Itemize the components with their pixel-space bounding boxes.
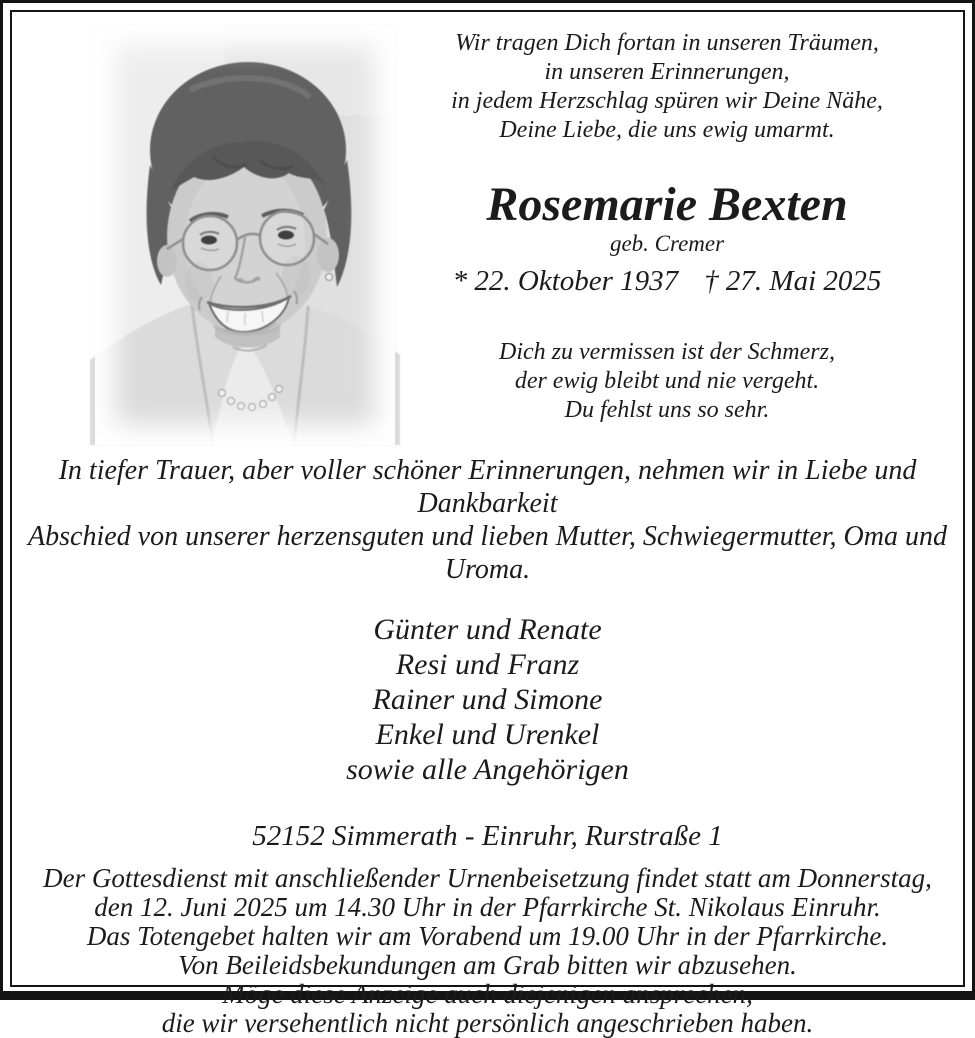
top-section bbox=[24, 12, 951, 445]
death-date: † 27. Mai 2025 bbox=[704, 265, 882, 297]
portrait-photo bbox=[95, 25, 395, 445]
epigraph-line: Wir tragen Dich fortan in unseren Träumen, bbox=[455, 30, 879, 56]
epigraph-poem bbox=[409, 29, 925, 145]
epigraph-line: Deine Liebe, die uns ewig umarmt. bbox=[499, 117, 835, 143]
service-line: Das Totengebet halten wir am Vorabend um 19.00 Uhr in der Pfarrkirche. bbox=[86, 921, 889, 951]
address-line: 52152 Simmerath - Einruhr, Rurstraße 1 bbox=[252, 820, 723, 852]
birth-name: geb. Cremer bbox=[609, 231, 725, 256]
service-line: Möge diese Anzeige auch diejenigen ansprechen, bbox=[222, 979, 753, 1009]
service-line: den 12. Juni 2025 um 14.30 Uhr in der Pfarrkirche St. Nikolaus Einruhr. bbox=[94, 892, 881, 922]
mourner-line: Resi und Franz bbox=[395, 648, 580, 681]
verse-line: der ewig bleibt und nie vergeht. bbox=[514, 368, 820, 394]
service-line: Der Gottesdienst mit anschließender Urnenbeisetzung findet statt am Donnerstag, bbox=[43, 863, 932, 893]
header-text-column bbox=[395, 12, 951, 445]
service-information bbox=[24, 864, 951, 1038]
verse-line: Du fehlst uns so sehr. bbox=[564, 397, 770, 423]
service-line: die wir versehentlich nicht persönlich angeschrieben haben. bbox=[161, 1008, 814, 1038]
tribute-paragraph bbox=[24, 454, 951, 586]
service-line: Von Beileidsbekundungen am Grab bitten wir abzusehen. bbox=[178, 950, 797, 980]
tribute-line: In tiefer Trauer, aber voller schöner Erinnerungen, nehmen wir in Liebe und Dankbarkeit bbox=[58, 455, 917, 519]
portrait-illustration bbox=[95, 25, 395, 445]
tribute-line: Abschied von unserer herzensguten und lieben Mutter, Schwiegermutter, Oma und Uroma. bbox=[28, 521, 947, 585]
life-dates bbox=[409, 266, 925, 296]
mourner-line: Enkel und Urenkel bbox=[375, 718, 600, 751]
deceased-name: Rosemarie Bexten bbox=[486, 178, 848, 231]
epigraph-line: in jedem Herzschlag spüren wir Deine Nähe, bbox=[451, 88, 883, 114]
mourner-line: sowie alle Angehörigen bbox=[346, 753, 629, 786]
epigraph-line: in unseren Erinnerungen, bbox=[544, 59, 790, 85]
birth-date: * 22. Oktober 1937 bbox=[452, 265, 679, 297]
mourner-line: Günter und Renate bbox=[373, 613, 602, 646]
verse-line: Dich zu vermissen ist der Schmerz, bbox=[499, 339, 835, 365]
inner-border-frame bbox=[10, 10, 965, 1038]
mourners-list bbox=[24, 612, 951, 787]
mourning-verse bbox=[409, 338, 925, 425]
mourner-line: Rainer und Simone bbox=[372, 683, 603, 716]
